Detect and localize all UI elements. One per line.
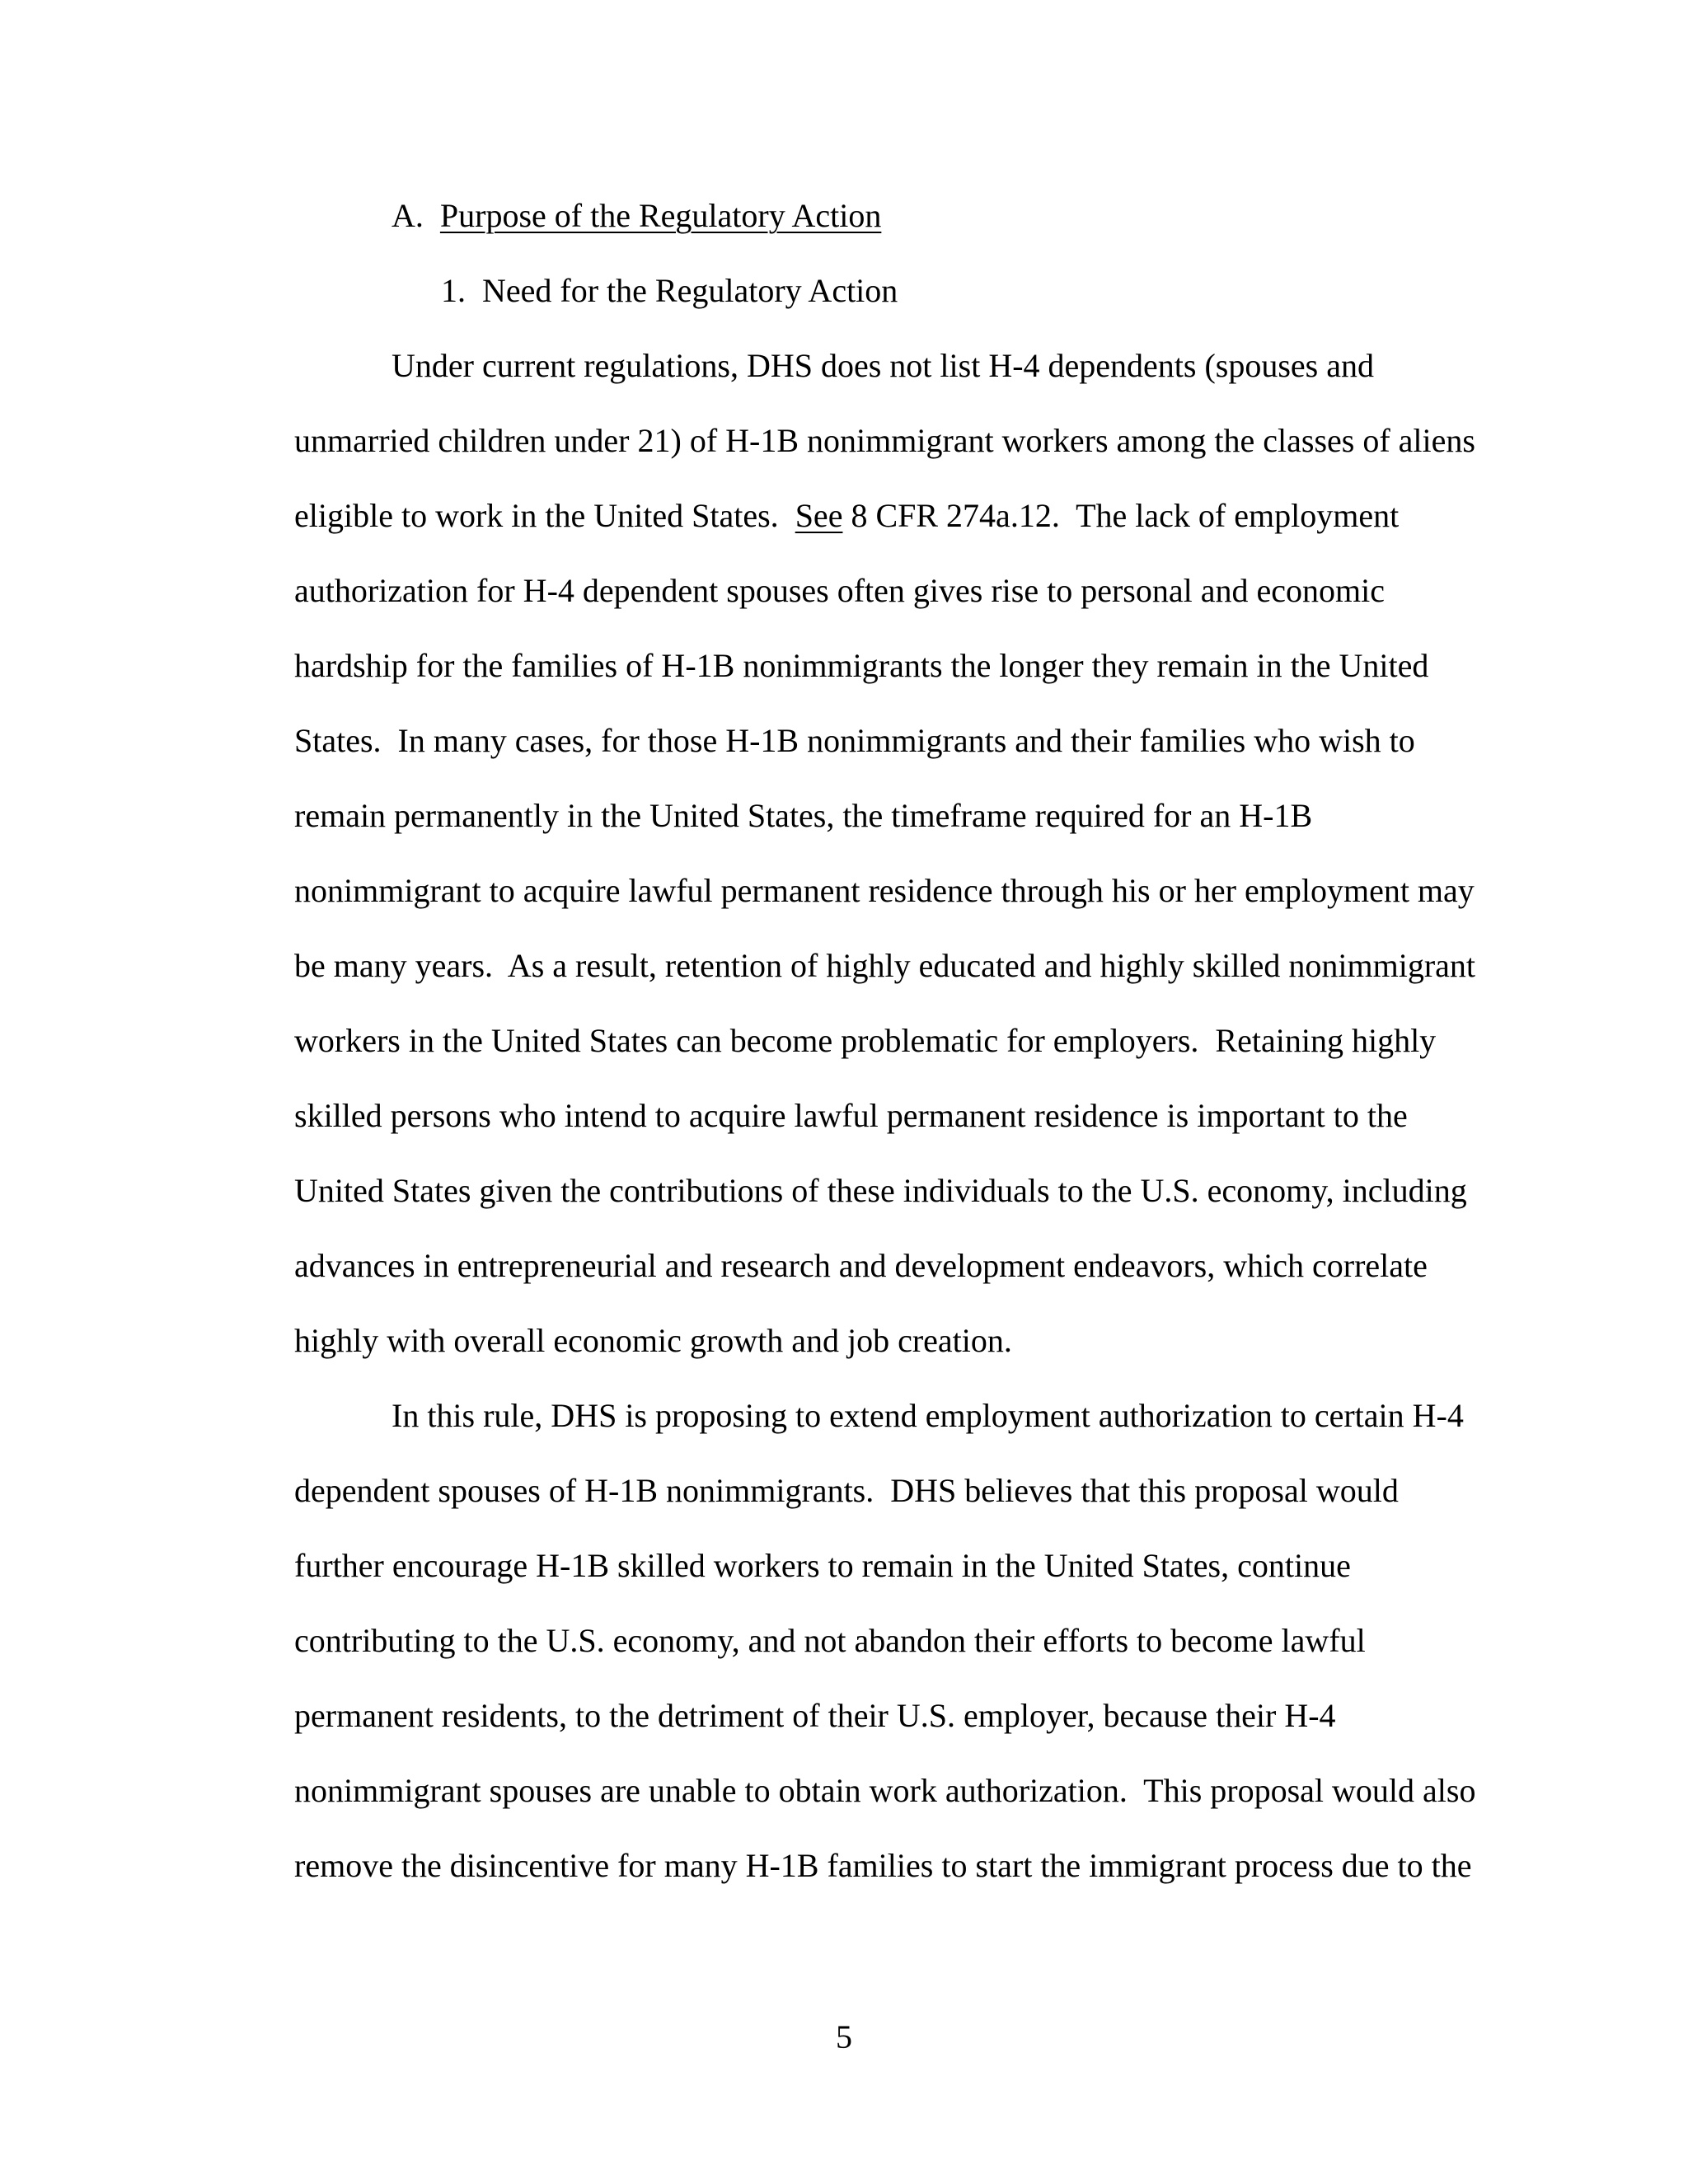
text-line: advances in entrepreneurial and research and development endeavors, which correlate <box>294 1247 1428 1284</box>
page-number: 5 <box>836 2018 852 2055</box>
text-line: remove the disincentive for many H-1B families to start the immigrant process due to the <box>294 1847 1472 1884</box>
section-title: Purpose of the Regulatory Action <box>439 197 882 234</box>
section-heading <box>392 196 881 236</box>
text-line: unmarried children under 21) of H-1B nonimmigrant workers among the classes of aliens <box>294 422 1475 459</box>
text-line: remain permanently in the United States, the timeframe required for an H-1B <box>294 797 1313 834</box>
text-line: Under current regulations, DHS does not list H-4 dependents (spouses and <box>392 347 1374 384</box>
text-line: further encourage H-1B skilled workers to remain in the United States, continue <box>294 1547 1351 1584</box>
text-line: be many years. As a result, retention of highly educated and highly skilled nonimmigrant <box>294 947 1476 984</box>
text-line: highly with overall economic growth and job creation. <box>294 1322 1012 1359</box>
section-letter: A. <box>392 197 424 234</box>
text-line: skilled persons who intend to acquire lawful permanent residence is important to the <box>294 1097 1408 1134</box>
text-line: In this rule, DHS is proposing to extend employment authorization to certain H-4 <box>392 1397 1464 1434</box>
text-line: nonimmigrant to acquire lawful permanent residence through his or her employment may <box>294 872 1475 909</box>
text-run: eligible to work in the United States. <box>294 497 795 534</box>
text-line: dependent spouses of H-1B nonimmigrants. DHS believes that this proposal would <box>294 1472 1399 1509</box>
subsection-heading <box>441 271 898 311</box>
text-line <box>294 496 1399 536</box>
text-line: contributing to the U.S. economy, and not abandon their efforts to become lawful <box>294 1622 1366 1659</box>
text-line: workers in the United States can become problematic for employers. Retaining highly <box>294 1022 1437 1059</box>
subsection-title: Need for the Regulatory Action <box>482 272 898 309</box>
text-line: States. In many cases, for those H-1B nonimmigrants and their families who wish to <box>294 722 1415 759</box>
see-citation: See <box>795 497 843 534</box>
text-line: hardship for the families of H-1B nonimmigrants the longer they remain in the United <box>294 647 1429 684</box>
text-line: nonimmigrant spouses are unable to obtain work authorization. This proposal would also <box>294 1772 1476 1809</box>
text-line: United States given the contributions of these individuals to the U.S. economy, including <box>294 1172 1467 1209</box>
text-run: 8 CFR 274a.12. The lack of employment <box>842 497 1400 534</box>
subsection-number: 1. <box>441 272 466 309</box>
text-line: permanent residents, to the detriment of their U.S. employer, because their H-4 <box>294 1697 1336 1734</box>
text-line: authorization for H-4 dependent spouses often gives rise to personal and economic <box>294 572 1385 609</box>
